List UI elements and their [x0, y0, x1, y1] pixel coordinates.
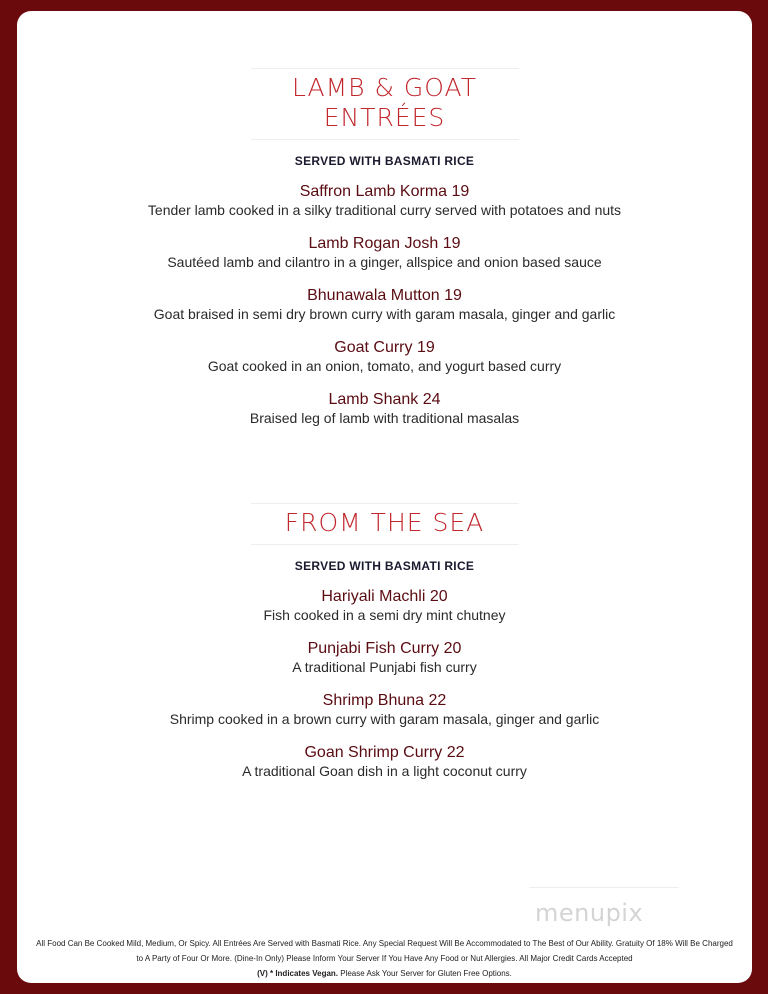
watermark-divider: [529, 887, 679, 888]
menu-item: [17, 744, 752, 781]
menu-item: [17, 692, 752, 729]
menu-item: [17, 588, 752, 625]
menu-item: [17, 183, 752, 220]
item-name: Lamb Shank 24: [328, 391, 441, 408]
section-subtitle: SERVED WITH BASMATI RICE: [294, 559, 475, 573]
menu-item: [17, 339, 752, 376]
item-name: Punjabi Fish Curry 20: [307, 640, 462, 657]
from-the-sea-section: [17, 503, 752, 781]
section-title: FROM THE SEA: [251, 503, 519, 545]
menu-item: [17, 287, 752, 324]
footer-line: to A Party of Four Or More. (Dine-In Only) Please Inform Your Server If You Have Any Food or Nut Allergies. All Major Credit Cards Accepted: [136, 954, 633, 963]
footer-line: [17, 966, 752, 981]
item-description: Tender lamb cooked in a silky traditional curry served with potatoes and nuts: [147, 202, 622, 218]
menu-page: [17, 11, 752, 983]
item-description: A traditional Goan dish in a light coconut curry: [242, 763, 527, 779]
item-description: A traditional Punjabi fish curry: [292, 659, 477, 675]
item-description: Braised leg of lamb with traditional masalas: [249, 410, 520, 426]
lamb-goat-section: [17, 68, 752, 428]
item-name: Saffron Lamb Korma 19: [299, 183, 470, 200]
item-description: Goat braised in semi dry brown curry with garam masala, ginger and garlic: [153, 306, 616, 322]
menu-item: [17, 391, 752, 428]
menu-item: [17, 235, 752, 272]
item-description: Goat cooked in an onion, tomato, and yogurt based curry: [207, 358, 562, 374]
item-description: Shrimp cooked in a brown curry with garam masala, ginger and garlic: [169, 711, 600, 727]
item-name: Lamb Rogan Josh 19: [308, 235, 461, 252]
section-subtitle: SERVED WITH BASMATI RICE: [294, 154, 475, 168]
section-title: LAMB & GOAT ENTRÉES: [251, 68, 519, 140]
item-name: Bhunawala Mutton 19: [307, 287, 462, 304]
item-description: Fish cooked in a semi dry mint chutney: [263, 607, 506, 623]
menu-footer: [17, 936, 752, 981]
item-description: Sautéed lamb and cilantro in a ginger, allspice and onion based sauce: [167, 254, 602, 270]
item-name: Goat Curry 19: [334, 339, 435, 356]
item-name: Hariyali Machli 20: [321, 588, 448, 605]
footer-line: All Food Can Be Cooked Mild, Medium, Or Spicy. All Entrées Are Served with Basmati Rice. Any Special Request Will Be Accommodated to The Best of Our Ability. Gratuity Of 18% Will Be Charged: [36, 939, 733, 948]
menupix-watermark: menupix: [535, 899, 644, 927]
item-name: Shrimp Bhuna 22: [322, 692, 447, 709]
item-name: Goan Shrimp Curry 22: [304, 744, 465, 761]
gluten-note: Please Ask Your Server for Gluten Free Options.: [338, 969, 512, 978]
menu-item: [17, 640, 752, 677]
vegan-note: (V) * Indicates Vegan.: [257, 969, 339, 978]
